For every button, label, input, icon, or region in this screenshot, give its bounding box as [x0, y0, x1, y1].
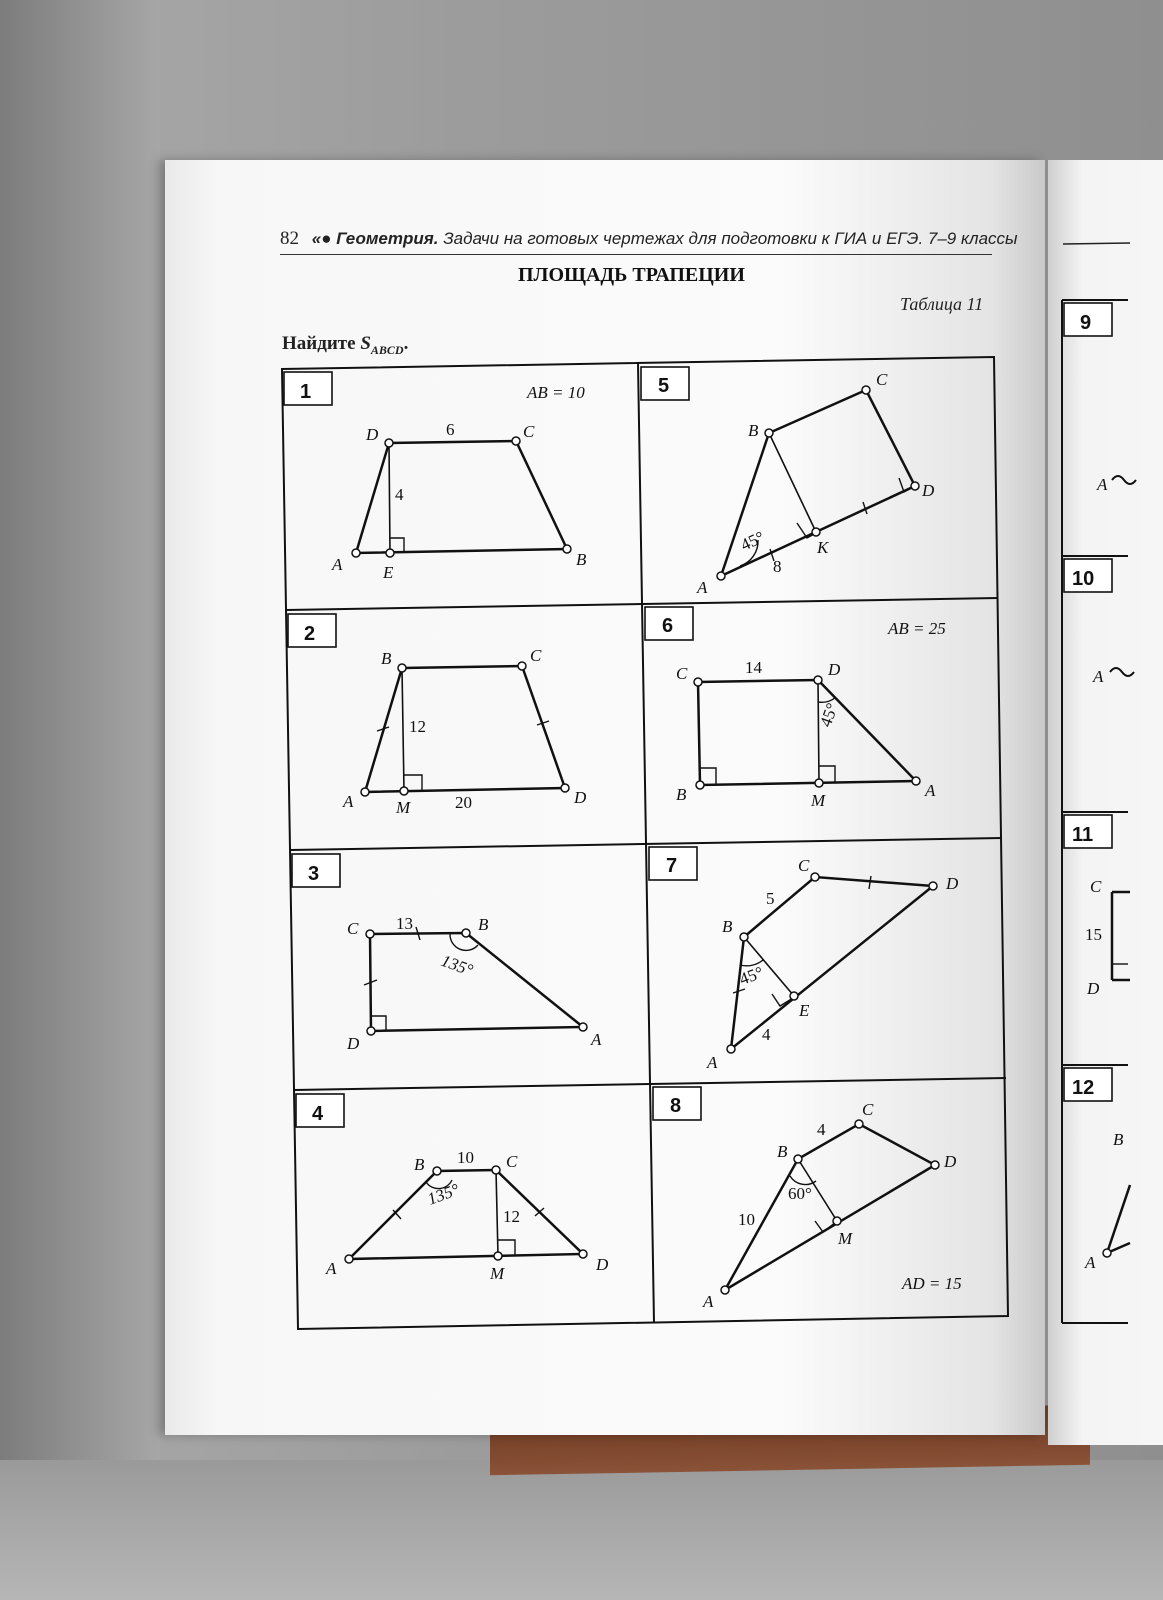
length-label: 4 — [762, 1025, 771, 1044]
problem-number: 5 — [658, 375, 670, 397]
vertex-label: D — [828, 660, 841, 679]
vertex-label: C — [347, 919, 359, 938]
problem-6-drawing — [676, 619, 946, 810]
length-label: 20 — [455, 793, 472, 812]
vertex-label: B — [748, 421, 759, 440]
problem-5-drawing — [696, 370, 935, 597]
problem-1-drawing — [331, 383, 587, 582]
problem-number: 12 — [1072, 1077, 1095, 1099]
given-value: AB = 10 — [527, 383, 585, 402]
vertex-label: B — [722, 917, 733, 936]
length-label: 12 — [503, 1207, 520, 1226]
vertex-label: C — [876, 370, 888, 389]
problem-2-drawing — [342, 646, 587, 817]
vertex-label: C — [862, 1100, 874, 1119]
length-label: 10 — [457, 1148, 474, 1167]
angle-label: 135° — [424, 1179, 462, 1209]
vertex-label: B — [576, 550, 587, 569]
vertex-label: D — [347, 1034, 360, 1053]
vertex-label: A — [707, 1053, 718, 1072]
table-grid — [282, 357, 1008, 1329]
vertex-label: C — [676, 664, 688, 683]
vertex-label: D — [1087, 979, 1100, 998]
length-label: 6 — [446, 420, 455, 439]
table-label: Таблица 11 — [900, 294, 984, 314]
vertex-label: C — [1090, 877, 1102, 896]
problem-number: 6 — [662, 615, 674, 637]
vertex-label: B — [478, 915, 489, 934]
length-label: 4 — [395, 485, 404, 504]
problem-3-drawing — [346, 914, 602, 1053]
book-title: Геометрия. — [336, 229, 439, 248]
vertex-label: M — [811, 791, 826, 810]
problem-4-drawing — [325, 1148, 609, 1283]
vertex-label: M — [838, 1229, 853, 1248]
vertex-label: M — [396, 798, 411, 817]
length-label: 8 — [773, 557, 782, 576]
problem-7-drawing — [706, 856, 959, 1072]
vertex-label: B — [1113, 1130, 1124, 1149]
angle-label: 135° — [438, 950, 476, 980]
vertex-label: A — [343, 792, 354, 811]
angle-label: 45° — [815, 700, 842, 730]
vertex-label: B — [381, 649, 392, 668]
vertex-label: M — [490, 1264, 505, 1283]
vertex-label: A — [591, 1030, 602, 1049]
problem-number: 4 — [312, 1103, 324, 1125]
vertex-label: A — [1097, 475, 1108, 494]
given-value: AD = 15 — [902, 1274, 962, 1293]
vertex-label: E — [799, 1001, 810, 1020]
vertex-label: B — [676, 785, 687, 804]
problem-number: 9 — [1080, 312, 1092, 334]
problem-8-drawing — [702, 1100, 962, 1311]
vertex-label: D — [574, 788, 587, 807]
length-label: 4 — [817, 1120, 826, 1139]
vertex-label: D — [922, 481, 935, 500]
angle-label: 45° — [736, 962, 766, 989]
vertex-label: A — [332, 555, 343, 574]
vertex-label: B — [777, 1142, 788, 1161]
length-label: 14 — [745, 658, 762, 677]
page-number: 82 — [280, 228, 299, 249]
vertex-label: K — [817, 538, 829, 557]
section-title: ПЛОЩАДЬ ТРАПЕЦИИ — [518, 264, 745, 286]
vertex-label: B — [414, 1155, 425, 1174]
vertex-label: A — [703, 1292, 714, 1311]
length-label: 12 — [409, 717, 426, 736]
vertex-label: C — [798, 856, 810, 875]
book-subtitle: Задачи на готовых чертежах для подготовки к ГИА и ЕГЭ. 7–9 классы — [443, 229, 1018, 248]
vertex-label: A — [697, 578, 708, 597]
vertex-label: D — [946, 874, 959, 893]
vertex-label: A — [1093, 667, 1104, 686]
problem-number: 11 — [1072, 824, 1094, 846]
length-label: 5 — [766, 889, 775, 908]
length-label: 10 — [738, 1210, 755, 1229]
vertex-label: E — [383, 563, 394, 582]
vertex-label: A — [326, 1259, 337, 1278]
task-subscript: ABCD — [370, 342, 404, 357]
problem-number: 7 — [666, 855, 678, 877]
vertex-label: A — [1085, 1253, 1096, 1272]
vertex-label: C — [506, 1152, 518, 1171]
task-symbol: S — [360, 333, 371, 354]
vertex-label: C — [523, 422, 535, 441]
problem-number: 2 — [304, 623, 316, 645]
given-value: AB = 25 — [888, 619, 946, 638]
angle-label: 45° — [737, 527, 768, 555]
header-marker: «● — [311, 229, 332, 248]
angle-label: 60° — [788, 1184, 812, 1203]
problem-number: 1 — [300, 381, 312, 403]
vertex-label: A — [925, 781, 936, 800]
length-label: 15 — [1085, 925, 1102, 944]
problem-number: 3 — [308, 863, 320, 885]
number-boxes — [284, 367, 701, 1127]
vertex-label: D — [596, 1255, 609, 1274]
vertex-label: D — [366, 425, 379, 444]
length-label: 13 — [396, 914, 413, 933]
problem-number: 8 — [670, 1095, 682, 1117]
problem-number: 10 — [1072, 568, 1095, 590]
task-suffix: . — [403, 333, 409, 354]
right-page-panels — [1062, 243, 1136, 1323]
task-prefix: Найдите — [282, 333, 361, 354]
vertex-label: D — [944, 1152, 957, 1171]
vertex-label: C — [530, 646, 542, 665]
